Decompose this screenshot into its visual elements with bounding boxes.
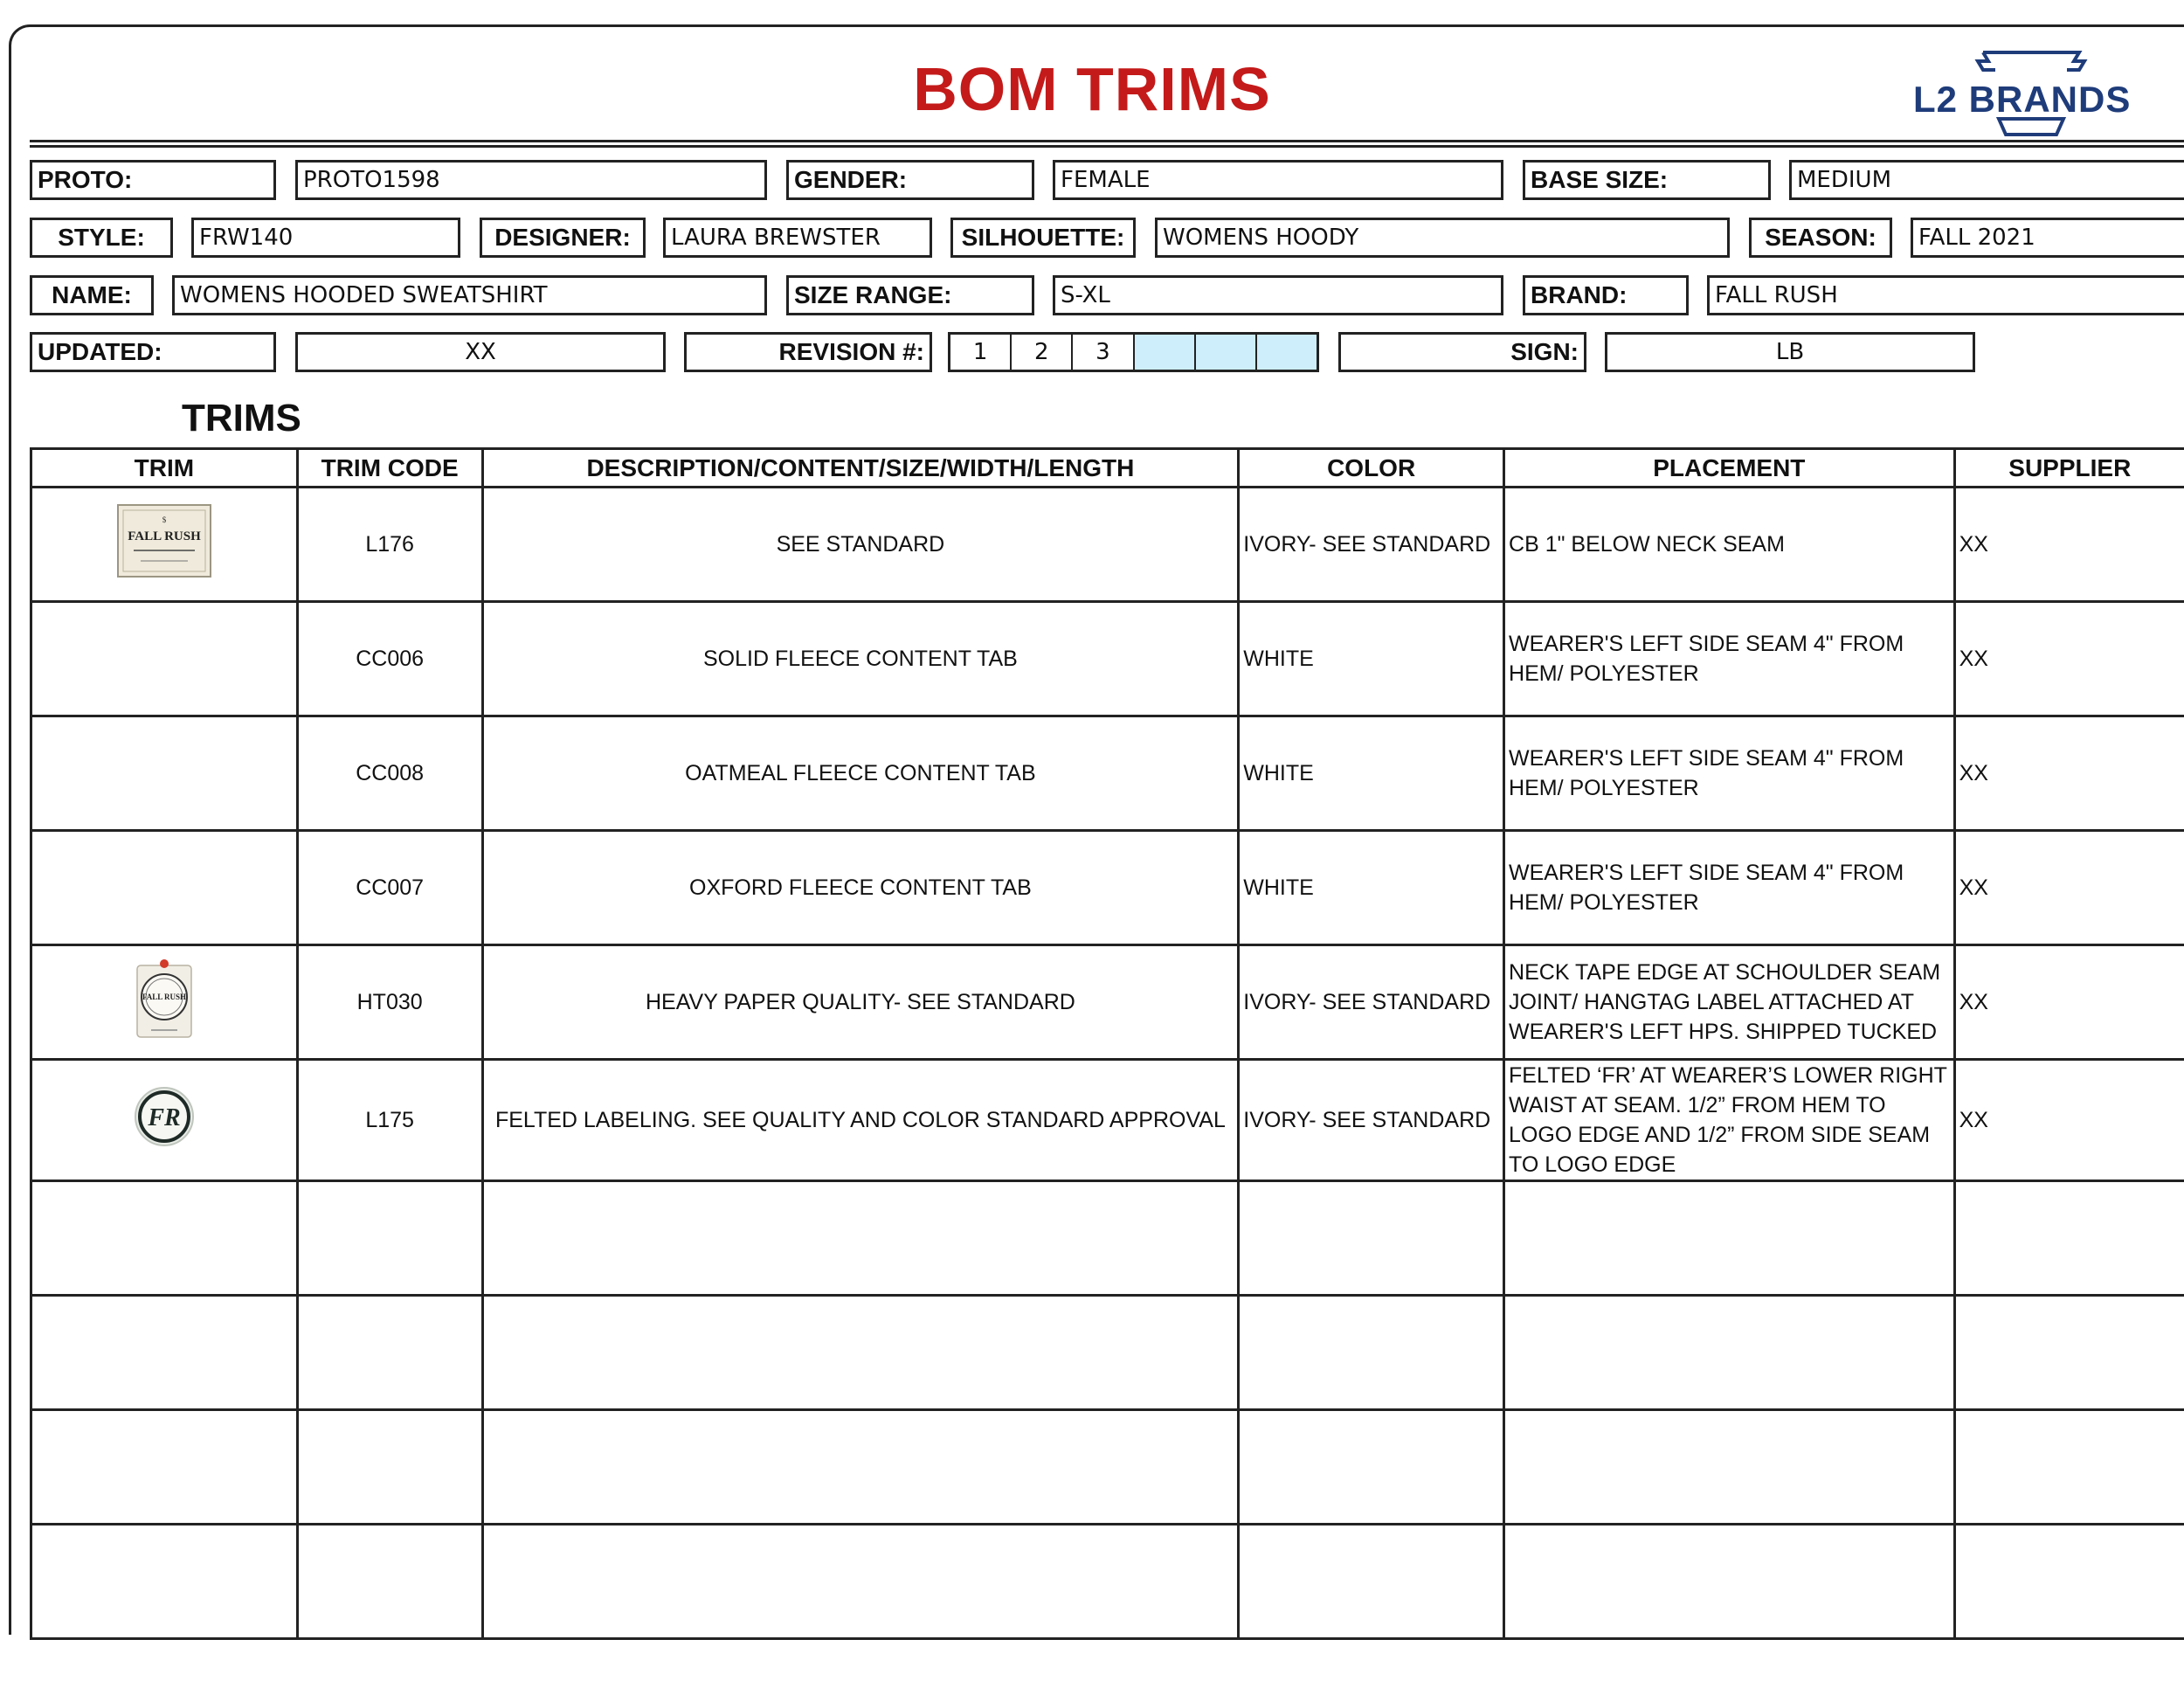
trim-image-cell <box>31 488 298 602</box>
trim-code: CC007 <box>297 831 482 945</box>
trim-description <box>482 1410 1239 1525</box>
svg-text:$: $ <box>162 515 167 524</box>
trim-supplier: XX <box>1954 831 2184 945</box>
svg-text:FALL RUSH: FALL RUSH <box>142 992 186 1001</box>
trim-placement: WEARER'S LEFT SIDE SEAM 4" FROM HEM/ POLYESTER <box>1504 716 1955 831</box>
revision-cell-4 <box>1135 335 1196 370</box>
gender-value: FEMALE <box>1053 160 1503 200</box>
trim-color: WHITE <box>1239 716 1504 831</box>
table-row <box>31 1060 2184 1181</box>
trim-image-cell <box>31 1296 298 1410</box>
base-size-label: BASE SIZE: <box>1523 160 1771 200</box>
fr-felted-patch-icon <box>133 1085 196 1148</box>
trim-supplier <box>1954 1410 2184 1525</box>
style-label: STYLE: <box>30 218 173 258</box>
trim-description: SOLID FLEECE CONTENT TAB <box>482 602 1239 716</box>
trim-description: SEE STANDARD <box>482 488 1239 602</box>
trim-color: IVORY- SEE STANDARD <box>1239 945 1504 1060</box>
revision-cell-6 <box>1257 335 1317 370</box>
trim-image-cell <box>31 1181 298 1296</box>
sign-label: SIGN: <box>1338 332 1586 372</box>
col-header-description: DESCRIPTION/CONTENT/SIZE/WIDTH/LENGTH <box>482 449 1239 488</box>
trim-description <box>482 1181 1239 1296</box>
page-title: BOM TRIMS <box>913 55 1271 123</box>
trim-description: OXFORD FLEECE CONTENT TAB <box>482 831 1239 945</box>
silhouette-label: SILHOUETTE: <box>950 218 1136 258</box>
trim-image-cell <box>31 1525 298 1639</box>
trim-supplier: XX <box>1954 1060 2184 1181</box>
trim-color <box>1239 1410 1504 1525</box>
trim-supplier: XX <box>1954 716 2184 831</box>
revision-cell-3: 3 <box>1073 335 1134 370</box>
sign-value: LB <box>1605 332 1975 372</box>
revision-cells <box>948 332 1319 372</box>
trim-code: CC006 <box>297 602 482 716</box>
trim-color <box>1239 1525 1504 1639</box>
trim-color: WHITE <box>1239 602 1504 716</box>
section-title: TRIMS <box>182 397 301 439</box>
updated-label: UPDATED: <box>30 332 276 372</box>
logo-text: L2 BRANDS <box>1913 79 2132 120</box>
trim-image-cell <box>31 602 298 716</box>
trim-image-cell <box>31 831 298 945</box>
silhouette-value: WOMENS HOODY <box>1155 218 1730 258</box>
table-row <box>31 716 2184 831</box>
trim-description: FELTED LABELING. SEE QUALITY AND COLOR STANDARD APPROVAL <box>482 1060 1239 1181</box>
trim-color: WHITE <box>1239 831 1504 945</box>
trim-description <box>482 1525 1239 1639</box>
trim-supplier: XX <box>1954 945 2184 1060</box>
updated-value: XX <box>295 332 666 372</box>
trim-code <box>297 1296 482 1410</box>
trim-placement: FELTED ‘FR’ AT WEARER’S LOWER RIGHT WAIST AT SEAM. 1/2” FROM HEM TO LOGO EDGE AND 1/2” FROM SIDE SEAM TO LOGO EDGE <box>1504 1060 1955 1181</box>
designer-label: DESIGNER: <box>480 218 646 258</box>
proto-value: PROTO1598 <box>295 160 767 200</box>
trim-code <box>297 1525 482 1639</box>
brand-label: BRAND: <box>1523 275 1689 315</box>
table-header-row <box>31 449 2184 488</box>
fall-rush-hangtag-icon <box>134 957 195 1041</box>
base-size-value: MEDIUM <box>1789 160 2184 200</box>
trim-image-cell <box>31 945 298 1060</box>
size-range-label: SIZE RANGE: <box>786 275 1034 315</box>
table-row <box>31 488 2184 602</box>
trim-placement <box>1504 1410 1955 1525</box>
trim-image-cell <box>31 1410 298 1525</box>
revision-cell-1: 1 <box>950 335 1012 370</box>
revision-cell-2: 2 <box>1012 335 1073 370</box>
col-header-trim-code: TRIM CODE <box>297 449 482 488</box>
trim-placement <box>1504 1296 1955 1410</box>
trim-image-cell <box>31 1060 298 1181</box>
name-value: WOMENS HOODED SWEATSHIRT <box>172 275 767 315</box>
trim-code: HT030 <box>297 945 482 1060</box>
season-label: SEASON: <box>1749 218 1892 258</box>
table-row <box>31 602 2184 716</box>
trim-color <box>1239 1296 1504 1410</box>
style-value: FRW140 <box>191 218 460 258</box>
header-rule-bottom <box>30 145 2184 148</box>
trim-supplier <box>1954 1296 2184 1410</box>
brand-value: FALL RUSH <box>1707 275 2184 315</box>
trim-supplier <box>1954 1181 2184 1296</box>
gender-label: GENDER: <box>786 160 1034 200</box>
size-range-value: S-XL <box>1053 275 1503 315</box>
table-row <box>31 1296 2184 1410</box>
trim-placement: WEARER'S LEFT SIDE SEAM 4" FROM HEM/ POLYESTER <box>1504 602 1955 716</box>
col-header-color: COLOR <box>1239 449 1504 488</box>
revision-cell-5 <box>1196 335 1257 370</box>
name-label: NAME: <box>30 275 154 315</box>
season-value: FALL 2021 <box>1911 218 2184 258</box>
trim-placement: WEARER'S LEFT SIDE SEAM 4" FROM HEM/ POLYESTER <box>1504 831 1955 945</box>
table-row <box>31 1181 2184 1296</box>
trim-color: IVORY- SEE STANDARD <box>1239 1060 1504 1181</box>
designer-value: LAURA BREWSTER <box>663 218 932 258</box>
fall-rush-label-icon <box>116 503 212 578</box>
trim-description: OATMEAL FLEECE CONTENT TAB <box>482 716 1239 831</box>
trim-code: CC008 <box>297 716 482 831</box>
svg-text:FR: FR <box>148 1103 181 1131</box>
col-header-supplier: SUPPLIER <box>1954 449 2184 488</box>
revision-label: REVISION #: <box>684 332 932 372</box>
trim-supplier <box>1954 1525 2184 1639</box>
table-row <box>31 1410 2184 1525</box>
table-row <box>31 831 2184 945</box>
trim-placement: CB 1" BELOW NECK SEAM <box>1504 488 1955 602</box>
trim-placement <box>1504 1525 1955 1639</box>
trims-table <box>30 447 2184 1640</box>
trim-description: HEAVY PAPER QUALITY- SEE STANDARD <box>482 945 1239 1060</box>
trim-placement: NECK TAPE EDGE AT SCHOULDER SEAM JOINT/ HANGTAG LABEL ATTACHED AT WEARER'S LEFT HPS. SHIPPED TUCKED <box>1504 945 1955 1060</box>
svg-text:FALL RUSH: FALL RUSH <box>128 529 201 543</box>
trim-code <box>297 1181 482 1296</box>
trim-placement <box>1504 1181 1955 1296</box>
trim-supplier: XX <box>1954 602 2184 716</box>
col-header-placement: PLACEMENT <box>1504 449 1955 488</box>
table-row <box>31 945 2184 1060</box>
trim-description <box>482 1296 1239 1410</box>
trim-code: L176 <box>297 488 482 602</box>
trim-image-cell <box>31 716 298 831</box>
trim-code <box>297 1410 482 1525</box>
table-row <box>31 1525 2184 1639</box>
proto-label: PROTO: <box>30 160 276 200</box>
trim-supplier: XX <box>1954 488 2184 602</box>
trim-color: IVORY- SEE STANDARD <box>1239 488 1504 602</box>
header-rule-top <box>30 140 2184 142</box>
trim-code: L175 <box>297 1060 482 1181</box>
l2-brands-logo <box>1913 49 2184 140</box>
trim-color <box>1239 1181 1504 1296</box>
col-header-trim: TRIM <box>31 449 298 488</box>
